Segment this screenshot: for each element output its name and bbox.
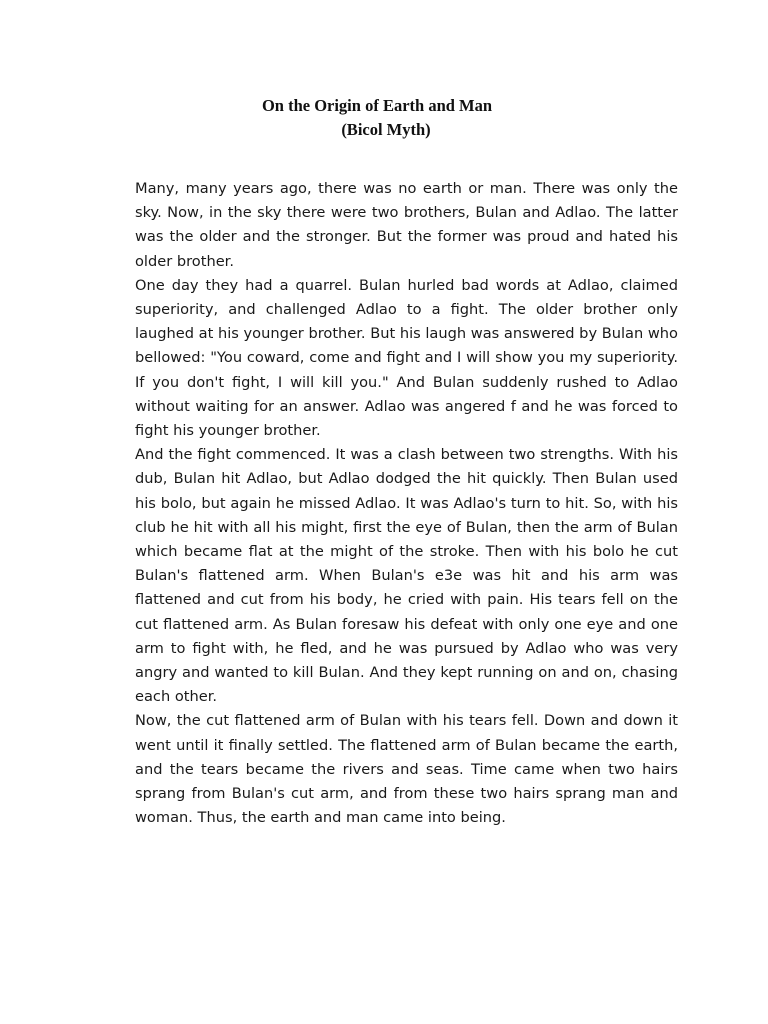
story-body <box>135 177 678 830</box>
paragraph-3: And the fight commenced. It was a clash between two strengths. With his dub, Bulan hit Adlao, but Adlao dodged the hit quickly. Then Bulan used his bolo, but again he missed Adlao. It was Adlao's turn to hit. So, with his club he hit with all his might, first the eye of Bulan, then the arm of Bulan which became flat at the might of the stroke. Then with his bolo he cut Bulan's flattened arm. When Bulan's e3e was hit and his arm was flattened and cut from his body, he cried with pain. His tears fell on the cut flattened arm. As Bulan foresaw his defeat with only one eye and one arm to fight with, he fled, and he was pursued by Adlao who was very angry and wanted to kill Bulan. And they kept running on and on, chasing each other. <box>135 446 678 706</box>
paragraph-4: Now, the cut flattened arm of Bulan with his tears fell. Down and down it went until it finally settled. The flattened arm of Bulan became the earth, and the tears became the rivers and seas. Time came when two hairs sprang from Bulan's cut arm, and from these two hairs sprang man and woman. Thus, the earth and man came into being. <box>135 712 678 827</box>
document-subtitle: (Bicol Myth) <box>341 120 431 139</box>
paragraph-1: Many, many years ago, there was no earth or man. There was only the sky. Now, in the sky there were two brothers, Bulan and Adlao. The latter was the older and the stronger. But the former was proud and hated his older brother. <box>135 180 678 270</box>
title-block <box>0 94 768 142</box>
document-title: On the Origin of Earth and Man <box>261 96 493 115</box>
paragraph-2: One day they had a quarrel. Bulan hurled bad words at Adlao, claimed superiority, and challenged Adlao to a fight. The older brother only laughed at his younger brother. But his laugh was answered by Bulan who bellowed: "You coward, come and fight and I will show you my superiority. If you don't fight, I will kill you." And Bulan suddenly rushed to Adlao without waiting for an answer. Adlao was angered f and he was forced to fight his younger brother. <box>135 276 678 440</box>
